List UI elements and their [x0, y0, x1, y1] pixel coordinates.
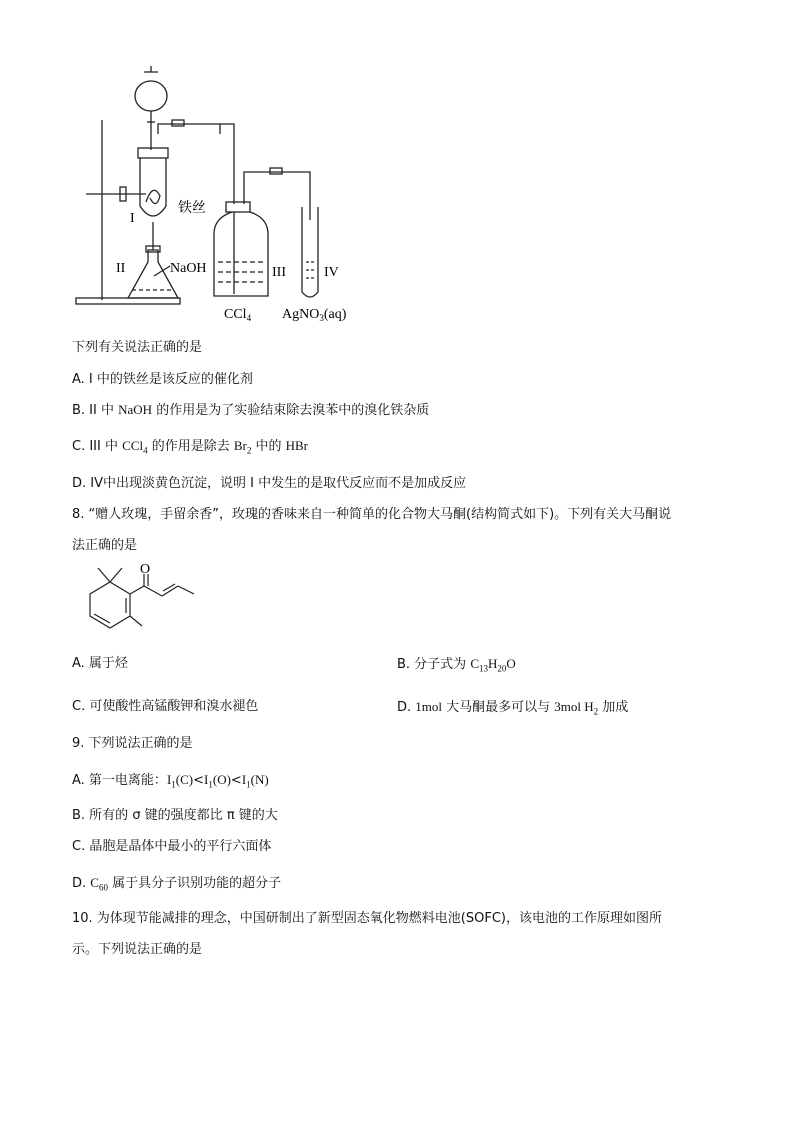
label-agno3: AgNO$_3$(aq) [282, 307, 347, 323]
label-III: III [272, 265, 286, 280]
q9-stem: 9. 下列说法正确的是 [72, 736, 193, 751]
q7-stem: 下列有关说法正确的是 [72, 340, 203, 355]
damascone-structure [70, 560, 200, 644]
q8-option-a: A. 属于烃 [72, 656, 128, 671]
q9-option-d: D. $C_{60}$ 属于具分子识别功能的超分子 [72, 875, 282, 893]
q10-stem-line2: 示。下列说法正确的是 [72, 942, 203, 957]
carbonyl-oxygen: O [140, 562, 151, 577]
label-IV: IV [324, 265, 339, 280]
q7-option-a: A. I 中的铁丝是该反应的催化剂 [72, 372, 253, 387]
label-naoh: NaOH [170, 261, 207, 276]
apparatus-drawing [72, 62, 372, 324]
q8-option-d: D. 1mol 大马酮最多可以与 3mol $H_2$ 加成 [397, 699, 629, 717]
q9-option-c: C. 晶胞是晶体中最小的平行六面体 [72, 839, 272, 854]
q7-option-c: C. III 中 CCl$_4$ 的作用是除去 $Br_2$ 中的 HBr [72, 438, 308, 456]
q10-stem-line1: 10. 为体现节能减排的理念，中国研制出了新型固态氧化物燃料电池(SOFC)，该电池的工作原理如图所 [72, 911, 662, 926]
label-iron-wire: 铁丝 [178, 200, 206, 216]
q7-option-d: D. IV中出现淡黄色沉淀，说明 I 中发生的是取代反应而不是加成反应 [72, 476, 467, 491]
q8-option-c: C. 可使酸性高锰酸钾和溴水褪色 [72, 699, 259, 714]
q9-option-a: A. 第一电离能：$I_1(C)<I_1(O)<I_1(N)$ [72, 772, 269, 790]
q9-option-b: B. 所有的 σ 键的强度都比 π 键的大 [72, 808, 278, 823]
molecule-drawing [70, 560, 200, 644]
q8-stem-line1: 8. “赠人玫瑰，手留余香”，玫瑰的香味来自一种简单的化合物大马酮(结构简式如下)。下列有关大马酮说 [72, 507, 672, 522]
label-I: I [130, 211, 135, 226]
label-ccl4: CCl$_4$ [224, 307, 252, 323]
q8-stem-line2: 法正确的是 [72, 538, 138, 553]
q8-option-b: B. 分子式为 $C_{13}H_{20}O$ [397, 656, 516, 674]
apparatus-figure [72, 62, 372, 324]
q7-option-b: B. II 中 NaOH 的作用是为了实验结束除去溴苯中的溴化铁杂质 [72, 402, 430, 418]
label-II: II [116, 261, 126, 276]
